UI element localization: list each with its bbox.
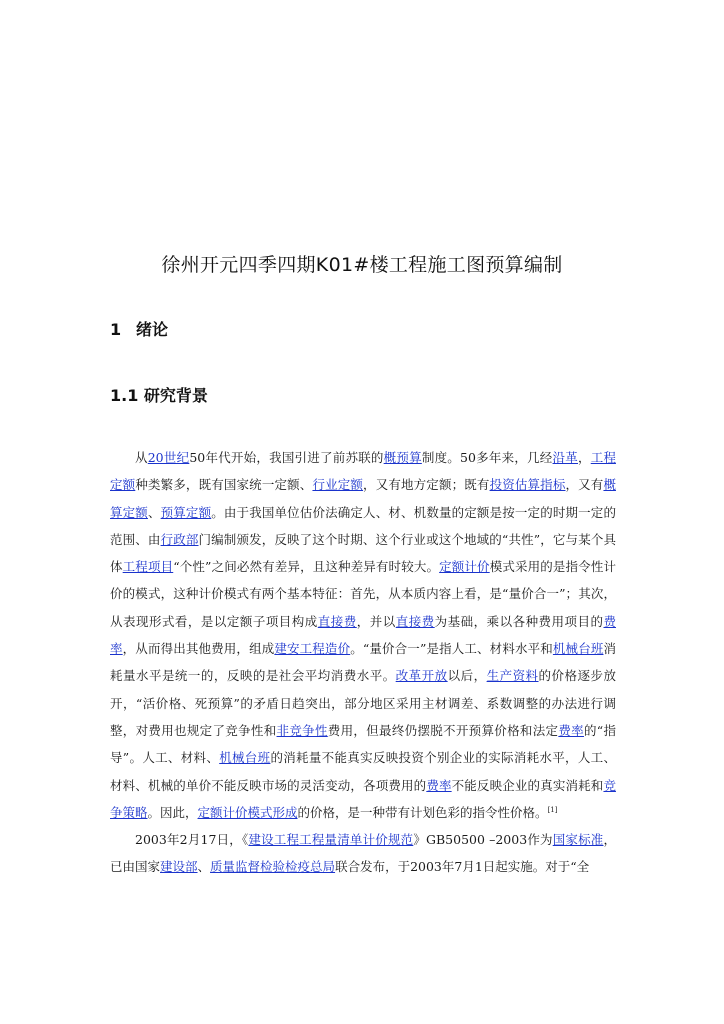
body-paragraph bbox=[110, 826, 616, 881]
hyperlink[interactable]: 费率 bbox=[558, 722, 584, 738]
text-run: 、 bbox=[197, 859, 211, 875]
text-run: 的价格逐步放开，“活价格、死预算”的矛盾日趋突出，部分地区采用主材调差、系数调整的办法进行调整，对费用也规定了竞争性和 bbox=[110, 668, 616, 738]
hyperlink[interactable]: 20世纪 bbox=[147, 450, 190, 465]
text-run: 联合发布，于2003年7月1日起实施。对于“全 bbox=[335, 859, 590, 875]
hyperlink[interactable]: 质量监督检验检疫总局 bbox=[210, 859, 336, 875]
text-run: 》GB50500 –2003作为 bbox=[413, 832, 553, 848]
text-run: 50年代开始，我国引进了前苏联的 bbox=[189, 450, 384, 465]
hyperlink[interactable]: 直接费 bbox=[317, 613, 357, 629]
text-run: 。“量价合一”是指人工、材料水平和 bbox=[350, 641, 553, 657]
text-run: 不能反映企业的真实消耗和 bbox=[451, 777, 604, 793]
text-run: 。因此， bbox=[147, 804, 198, 820]
text-run: 的“指导”。人工、材料、 bbox=[110, 722, 616, 766]
hyperlink[interactable]: 直接费 bbox=[395, 613, 435, 629]
section-heading: 1.1 研究背景 bbox=[110, 386, 208, 405]
text-run: ，从而得出其他费用，组成 bbox=[122, 641, 275, 657]
text-run: 种类繁多，既有国家统一定额、 bbox=[135, 477, 313, 493]
text-run: ， bbox=[578, 450, 591, 465]
hyperlink[interactable]: 机械台班 bbox=[219, 750, 271, 766]
hyperlink[interactable]: 非竞争性 bbox=[276, 722, 328, 738]
hyperlink[interactable]: 机械台班 bbox=[552, 641, 604, 657]
hyperlink[interactable]: 改革开放 bbox=[395, 668, 448, 684]
hyperlink[interactable]: 工程定额 bbox=[110, 450, 616, 493]
text-run: ，又有地方定额；既有 bbox=[363, 477, 490, 493]
hyperlink[interactable]: 国家标准 bbox=[552, 832, 604, 848]
text-run: 以后， bbox=[447, 668, 487, 684]
hyperlink[interactable]: 定额计价模式形成 bbox=[197, 804, 298, 820]
citation-ref[interactable]: [1] bbox=[547, 805, 558, 814]
hyperlink[interactable]: 生产资料 bbox=[486, 668, 539, 684]
text-run: 从 bbox=[135, 450, 148, 465]
hyperlink[interactable]: 概预算 bbox=[383, 450, 422, 465]
chapter-number: 1 bbox=[110, 320, 122, 339]
text-run: 。由于我国单位估价法确定人、材、机数量的定额是按一定的时期一定的范围、由 bbox=[110, 504, 616, 547]
hyperlink[interactable]: 预算定额 bbox=[160, 504, 212, 520]
text-run: “个性”之间必然有差异，且这种差异有时较大。 bbox=[173, 559, 440, 575]
hyperlink[interactable]: 费率 bbox=[426, 777, 452, 793]
text-run: 门编制颁发，反映了这个时期、这个行业或这个地域的“共性”，它与某个具体 bbox=[110, 531, 616, 575]
text-run: 模式采用的是指令性计价的模式，这种计价模式有两个基本特征：首先，从本质内容上看，是“量价合一”；其次，从表现形式看，是以定额子项目构成 bbox=[110, 559, 616, 629]
text-run: 费用，但最终仍摆脱不开预算价格和法定 bbox=[327, 722, 559, 738]
hyperlink[interactable]: 行政部 bbox=[160, 531, 199, 547]
text-run: 的价格，是一种带有计划色彩的指令性价格。 bbox=[297, 804, 548, 820]
chapter-heading bbox=[110, 317, 168, 340]
text-run: ，并以 bbox=[356, 613, 396, 629]
body-paragraph bbox=[110, 444, 616, 826]
text-run: ，又有 bbox=[565, 477, 604, 493]
hyperlink[interactable]: 工程项目 bbox=[122, 559, 174, 575]
text-run: 2003年2月17日，《 bbox=[135, 832, 249, 848]
text-run: 、 bbox=[147, 504, 161, 520]
document-title: 徐州开元四季四期K01#楼工程施工图预算编制 bbox=[161, 254, 563, 276]
text-run: 的消耗量不能真实反映投资个别企业的实际消耗水平，人工、材料、机械的单价不能反映市场的灵活变动，各项费用的 bbox=[110, 750, 616, 793]
hyperlink[interactable]: 行业定额 bbox=[312, 477, 364, 493]
hyperlink[interactable]: 概算定额 bbox=[110, 477, 616, 520]
text-run: ，已由国家 bbox=[110, 832, 616, 875]
hyperlink[interactable]: 费率 bbox=[110, 613, 616, 657]
hyperlink[interactable]: 沿革 bbox=[552, 450, 578, 465]
text-run: 为基础，乘以各种费用项目的 bbox=[434, 613, 604, 629]
text-run: 制度。50多年来，几经 bbox=[421, 450, 553, 465]
hyperlink[interactable]: 投资估算指标 bbox=[489, 477, 566, 493]
text-run: 消耗量水平是统一的，反映的是社会平均消费水平。 bbox=[110, 641, 616, 684]
hyperlink[interactable]: 建设工程工程量清单计价规范 bbox=[248, 832, 414, 848]
hyperlink[interactable]: 建设部 bbox=[160, 859, 198, 875]
chapter-title: 绪论 bbox=[136, 320, 169, 339]
body-text bbox=[110, 444, 616, 881]
hyperlink[interactable]: 竞争策略 bbox=[110, 777, 616, 820]
hyperlink[interactable]: 建安工程造价 bbox=[274, 641, 351, 657]
hyperlink[interactable]: 定额计价 bbox=[439, 559, 490, 575]
